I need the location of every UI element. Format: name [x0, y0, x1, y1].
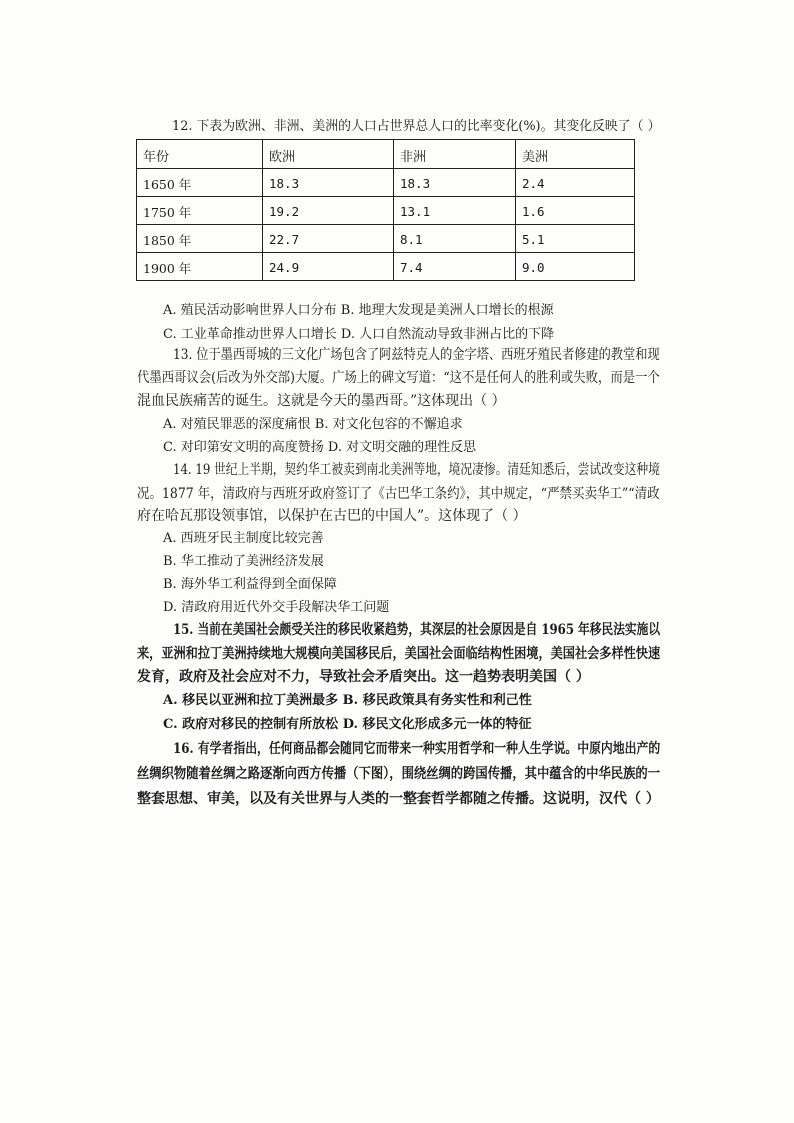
table-header-row: [137, 140, 635, 169]
question-14-option: B. 海外华工利益得到全面保障: [163, 577, 337, 592]
table-header-cell: 美洲: [516, 140, 635, 169]
question-15-stem-line: 来，亚洲和拉丁美洲持续地大规模向美国移民后，美国社会面临结构性困境，美国社会多样性快速: [137, 646, 661, 662]
table-cell: 1850 年: [137, 225, 263, 253]
table-cell: 18.3: [394, 169, 516, 197]
table-row: [137, 169, 635, 197]
question-14-stem-line: 府在哈瓦那设领事馆，以保护在古巴的中国人”。这体现了（ ）: [137, 508, 527, 524]
question-14-option: A. 西班牙民主制度比较完善: [163, 531, 324, 546]
table-row: [137, 197, 635, 225]
question-14-stem-line: 14. 19 世纪上半期，契约华工被卖到南北美洲等地，境况凄惨。清廷知悉后，尝试改变这种境: [173, 462, 660, 478]
table-cell: 1750 年: [137, 197, 263, 225]
question-16-stem-line: 整套思想、审美，以及有关世界与人类的一整套哲学都随之传播。这说明，汉代（ ）: [137, 791, 660, 807]
table-cell: 1.6: [516, 197, 635, 225]
question-13-options-cd: C. 对印第安文明的高度赞扬 D. 对文明交融的理性反思: [163, 440, 477, 455]
table-cell: 9.0: [516, 253, 635, 281]
question-15-stem-line: 发育，政府及社会应对不力，导致社会矛盾突出。这一趋势表明美国（ ）: [137, 669, 590, 685]
table-cell: 2.4: [516, 169, 635, 197]
question-13-stem-line: 13. 位于墨西哥城的三文化广场包含了阿兹特克人的金字塔、西班牙殖民者修建的教堂和现: [173, 347, 660, 363]
table-cell: 18.3: [263, 169, 394, 197]
question-13-options-ab: A. 对殖民罪恶的深度痛恨 B. 对文化包容的不懈追求: [163, 417, 463, 432]
question-15-options-ab: A. 移民以亚洲和拉丁美洲最多 B. 移民政策具有务实性和利己性: [163, 693, 532, 708]
question-12-options-cd: C. 工业革命推动世界人口增长 D. 人口自然流动导致非洲占比的下降: [163, 327, 555, 342]
table-cell: 19.2: [263, 197, 394, 225]
table-cell: 1900 年: [137, 253, 263, 281]
table-header-cell: 年份: [137, 140, 263, 169]
table-cell: 1650 年: [137, 169, 263, 197]
table-row: [137, 225, 635, 253]
question-12-options-ab: A. 殖民活动影响世界人口分布 B. 地理大发现是美洲人口增长的根源: [163, 303, 554, 318]
question-12-stem: 12. 下表为欧洲、非洲、美洲的人口占世界总人口的比率变化(%)。其变化反映了（ ）: [172, 119, 661, 134]
question-14-option: D. 清政府用近代外交手段解决华工问题: [163, 600, 390, 615]
table-cell: 13.1: [394, 197, 516, 225]
question-16-stem-line: 丝绸织物随着丝绸之路逐渐向西方传播（下图），围绕丝绸的跨国传播，其中蕴含的中华民族的一: [137, 766, 661, 782]
question-13-stem-line: 混血民族痛苦的诞生。这就是今天的墨西哥。”这体现出（ ）: [137, 393, 506, 409]
question-14-option: B. 华工推动了美洲经济发展: [163, 554, 324, 569]
table-header-cell: 非洲: [394, 140, 516, 169]
question-15-stem-line: 15. 当前在美国社会颇受关注的移民收紧趋势，其深层的社会原因是自 1965 年移民法实施以: [173, 622, 661, 638]
question-14-stem-line: 况。1877 年，清政府与西班牙政府签订了《古巴华工条约》，其中规定，“严禁买卖华工”“清政: [137, 486, 660, 502]
table-header-cell: 欧洲: [263, 140, 394, 169]
table-row: [137, 253, 635, 281]
question-16-stem-line: 16. 有学者指出，任何商品都会随同它而带来一种实用哲学和一种人生学说。中原内地出产的: [173, 741, 661, 757]
question-13-stem-line: 代墨西哥议会(后改为外交部)大厦。广场上的碑文写道：“这不是任何人的胜利或失败，而是一个: [137, 370, 660, 386]
table-cell: 22.7: [263, 225, 394, 253]
table-cell: 5.1: [516, 225, 635, 253]
table-cell: 24.9: [263, 253, 394, 281]
table-cell: 7.4: [394, 253, 516, 281]
population-table: [136, 139, 635, 281]
table-cell: 8.1: [394, 225, 516, 253]
question-15-options-cd: C. 政府对移民的控制有所放松 D. 移民文化形成多元一体的特征: [163, 717, 532, 732]
